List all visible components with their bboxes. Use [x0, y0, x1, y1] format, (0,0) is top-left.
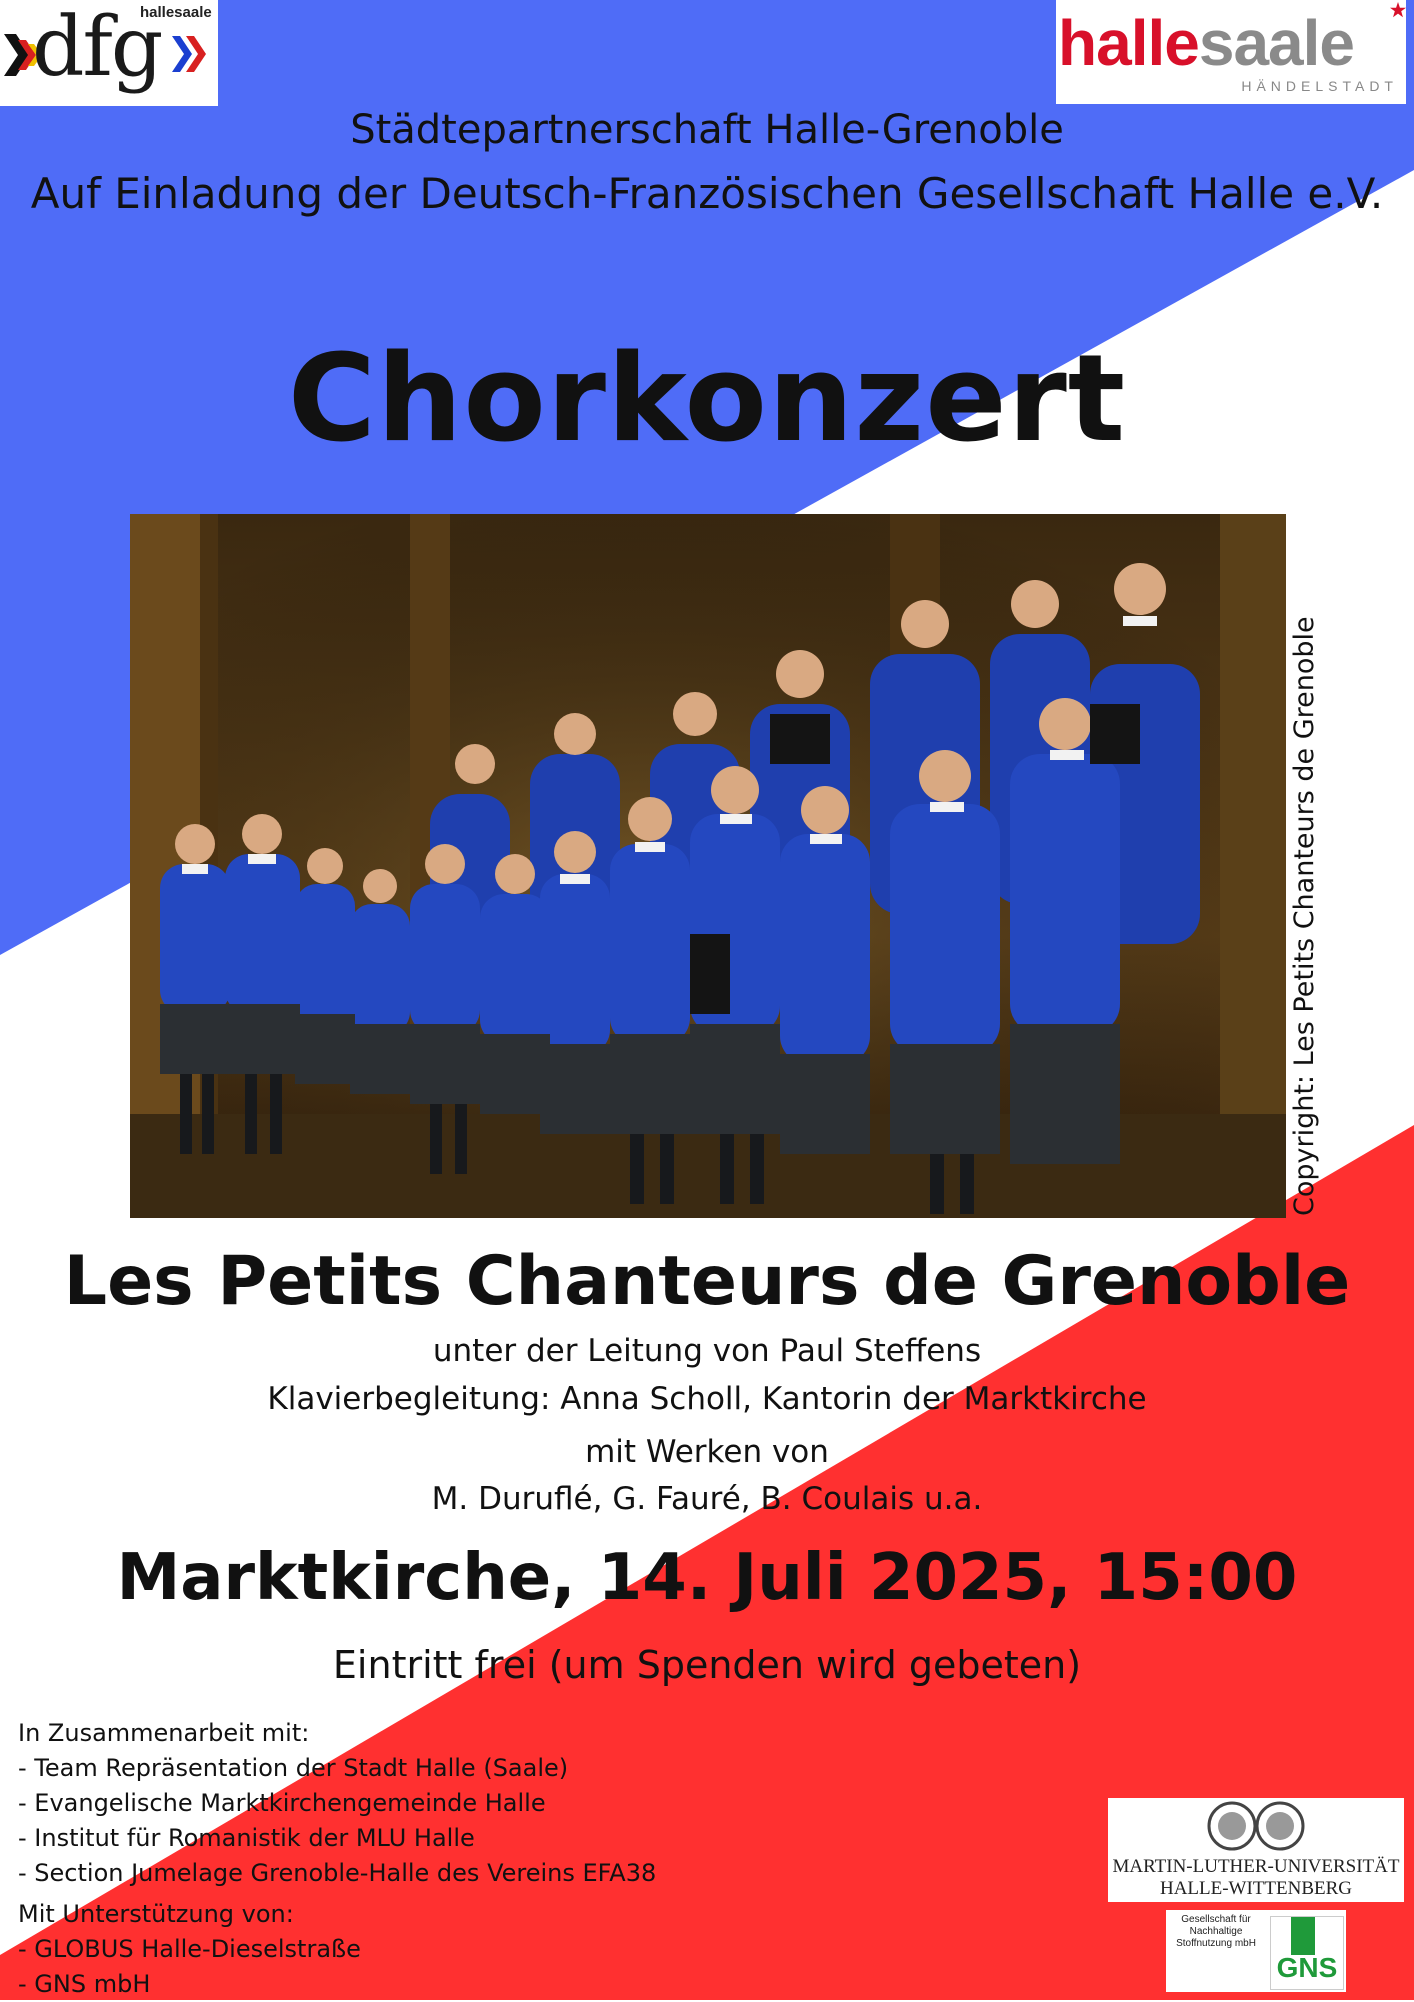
- gns-mark-text: GNS: [1276, 1952, 1338, 1983]
- chevron-flag-right-icon: [172, 36, 218, 72]
- mlu-logo: [1108, 1798, 1404, 1902]
- works-intro: mit Werken von: [585, 1434, 829, 1470]
- halle-saale-logo: [1056, 0, 1406, 104]
- star-icon: [1390, 2, 1406, 18]
- coop-item: - Team Repräsentation der Stadt Halle (Saale): [18, 1754, 569, 1782]
- header-invitation: Auf Einladung der Deutsch-Französischen Gesellschaft Halle e.V.: [30, 169, 1384, 218]
- mlu-name: MARTIN-LUTHER-UNIVERSITÄT: [1112, 1856, 1400, 1877]
- support-item: - GLOBUS Halle-Dieselstraße: [18, 1935, 361, 1963]
- coop-item: - Evangelische Marktkirchengemeinde Halle: [18, 1789, 546, 1817]
- piano-line: Klavierbegleitung: Anna Scholl, Kantorin der Marktkirche: [267, 1381, 1147, 1417]
- saale-word: saale: [1198, 7, 1354, 79]
- gns-description: [1168, 1914, 1264, 1950]
- credits: [18, 1716, 656, 2002]
- venue-date: Marktkirche, 14. Juli 2025, 15:00: [116, 1541, 1298, 1615]
- entry-note: Eintritt frei (um Spenden wird gebeten): [332, 1643, 1082, 1687]
- coop-item: - Institut für Romanistik der MLU Halle: [18, 1824, 475, 1852]
- dfg-logo: [0, 0, 218, 106]
- dfg-wordmark: dfg: [32, 0, 162, 95]
- choir-photo-illustration: [130, 514, 1286, 1218]
- choir-photo: [130, 514, 1286, 1218]
- gns-text-1: Gesellschaft für: [1181, 1914, 1251, 1925]
- support-heading: Mit Unterstützung von:: [18, 1900, 294, 1928]
- composers-line: M. Duruflé, G. Fauré, B. Coulais u.a.: [431, 1481, 983, 1517]
- gns-mark: [1270, 1916, 1344, 1990]
- page-title: Chorkonzert: [287, 330, 1127, 469]
- gns-text-2: Nachhaltige: [1189, 1926, 1243, 1937]
- halle-saale-wordmark: [1058, 8, 1354, 78]
- support-item: - GNS mbH: [18, 1970, 151, 1998]
- halle-word: halle: [1058, 7, 1199, 79]
- mlu-location: HALLE-WITTENBERG: [1159, 1878, 1353, 1899]
- gns-text-3: Stoffnutzung mbH: [1176, 1938, 1256, 1949]
- coop-heading: In Zusammenarbeit mit:: [18, 1719, 310, 1747]
- coop-item: - Section Jumelage Grenoble-Halle des Vereins EFA38: [18, 1859, 657, 1887]
- photo-copyright: Copyright: Les Petits Chanteurs de Grenoble: [1289, 616, 1320, 1216]
- gns-logo: [1166, 1910, 1346, 1992]
- choir-name: Les Petits Chanteurs de Grenoble: [63, 1242, 1351, 1321]
- haendelstadt-label: HÄNDELSTADT: [1241, 78, 1398, 94]
- university-seal-icon: [1206, 1800, 1306, 1852]
- direction-line: unter der Leitung von Paul Steffens: [432, 1333, 982, 1369]
- dfg-tagline: hallesaale: [140, 4, 212, 21]
- header-partnership: Städtepartnerschaft Halle-Grenoble: [350, 107, 1064, 153]
